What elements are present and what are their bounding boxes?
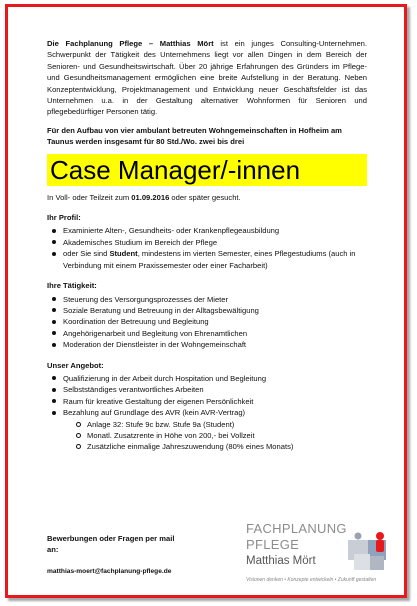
profil-heading: Ihr Profil: <box>47 213 81 223</box>
start-suffix: oder später gesucht. <box>169 192 241 202</box>
list-item: Soziale Beratung und Betreuung in der Alltagsbewältigung <box>47 305 367 316</box>
list-item: Raum für kreative Gestaltung der eigenen Persönlichkeit <box>47 396 367 407</box>
taetigkeit-heading: Ihre Tätigkeit: <box>47 281 97 291</box>
sub-list-item: Anlage 32: Stufe 9c bzw. Stufe 9a (Student) <box>47 419 367 430</box>
list-item: Qualifizierung in der Arbeit durch Hospitation und Begleitung <box>47 373 367 384</box>
sub-list-item: Zusätzliche einmalige Jahreszuwendung (80% eines Monats) <box>47 441 367 452</box>
list-item: Akademisches Studium im Bereich der Pflege <box>47 237 367 248</box>
start-date-line <box>47 192 367 203</box>
angebot-list <box>47 373 367 419</box>
intro-paragraph <box>47 38 367 118</box>
logo-line-1: FACHPLANUNG <box>246 521 347 536</box>
start-date: 01.09.2016 <box>131 192 170 202</box>
start-prefix: In Voll- oder Teilzeit zum <box>47 192 132 202</box>
flyer-content <box>47 38 367 453</box>
student-suffix: , mindestens im vierten Semester, eines Pflegestudiums (auch in Verbindung mit einem Praxissemester oder einer Facharbeit) <box>63 249 356 270</box>
sub-list-item: Monatl. Zusatzrente in Höhe von 200,- bei Vollzeit <box>47 430 367 441</box>
intro-text: ist ein junges Consulting-Unternehmen. Schwerpunkt der Tätigkeit des Unternehmens liegt vor allen Dingen in dem Bereich der Senioren- und Gesundheitswirtschaft. Über 20 jährige Erfahrungen des Gründers im Pflege- und Gesundheitsmanagement ermöglichen eine breite Aufstellung in der Beratung. Neben Konzeptentwicklung, Projektmanagement und Entwicklung neuer Geschäftsfelder ist das Unternehmen u.a. in der Gestaltung alternativer Wohnformen für Senioren und pflegebedürftiger Personen tätig. <box>47 39 367 117</box>
list-item: Steuerung des Versorgungsprozesses der Mieter <box>47 294 367 305</box>
list-item <box>47 248 367 271</box>
list-item: Selbstständiges verantwortliches Arbeiten <box>47 384 367 395</box>
profil-list <box>47 225 367 271</box>
list-item: Moderation der Dienstleister in der Wohngemeinschaft <box>47 339 367 350</box>
angebot-sublist <box>47 419 367 453</box>
list-item: Koordination der Betreuung und Begleitung <box>47 316 367 327</box>
logo-tagline: Visionen denken • Konzepte entwickeln • Zukunft gestalten <box>246 577 377 583</box>
contact-email-link[interactable]: matthias-moert@fachplanung-pflege.de <box>47 568 172 575</box>
job-title-banner: Case Manager/-innen <box>47 154 367 186</box>
student-bold: Student <box>109 249 138 259</box>
contact-label: Bewerbungen oder Fragen per mail an: <box>47 534 175 555</box>
list-item: Bezahlung auf Grundlage des AVR (kein AVR-Vertrag) <box>47 407 367 418</box>
logo-line-3: Matthias Mört <box>246 555 316 567</box>
company-name: Die Fachplanung Pflege – Matthias Mört <box>47 39 214 48</box>
angebot-heading: Unser Angebot: <box>47 360 104 370</box>
puzzle-people-icon <box>344 528 394 574</box>
taetigkeit-list <box>47 294 367 351</box>
logo-line-2: PFLEGE <box>246 537 300 552</box>
list-item: Angehörigenarbeit und Begleitung von Ehrenamtlichen <box>47 328 367 339</box>
aufbau-paragraph: Für den Aufbau von vier ambulant betreuten Wohngemeinschaften in Hofheim am Taunus werden insgesamt für 80 Std./Wo. zwei bis drei <box>47 125 342 147</box>
student-prefix: oder Sie sind <box>63 249 110 259</box>
list-item: Examinierte Alten-, Gesundheits- oder Krankenpflegeausbildung <box>47 225 367 236</box>
company-logo <box>246 522 396 592</box>
